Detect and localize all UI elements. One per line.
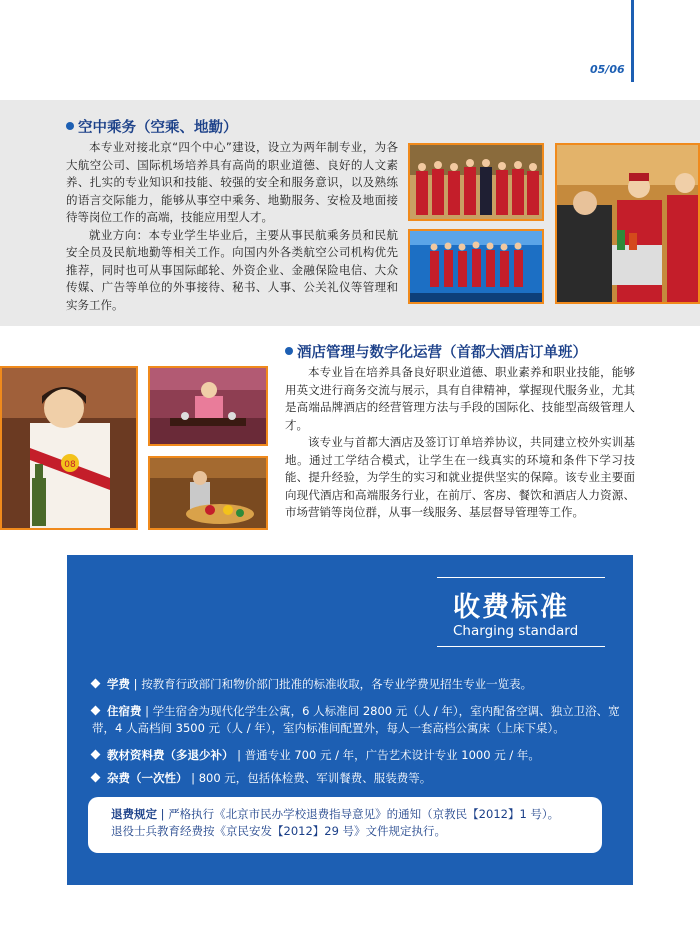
fee-item-text: 按教育行政部门和物价部门批准的标准收取，各专业学费见招生专业一览表。: [141, 677, 533, 691]
badge-number: 08: [64, 460, 76, 470]
fee-item-accommodation: 住宿费 | 学生宿舍为现代化学生公寓，6 人标准间 2800 元（人 / 年），室内配备空调、独立卫浴、宽带，4 人高档间 3500 元（人 / 年），室内标准间配置外，每人一套高档公寓床（上床下桌）。: [92, 704, 620, 735]
diamond-bullet-icon: [91, 679, 101, 689]
section-aviation-title: 空中乘务（空乘、地勤）: [78, 120, 238, 136]
bullet-dot-icon: [66, 122, 74, 130]
hotel-paragraph-2: 该专业与首都大酒店及签订订单培养协议，共同建立校外实训基地。通过工学结合模式，让学生在一线真实的环境和条件下学习技能、提升经验，为学生的实习和就业提供坚实的保障。该专业主要面向现代酒店和高端服务行业，在前厅、客房、餐饮和酒店人力资源、市场营销等岗位群，从事一线服务、基层督导管理等工作。: [285, 435, 635, 519]
refund-notice: 退费规定 | 严格执行《北京市民办学校退费指导意见》的通知（京教民【2012】1 号）。 退役士兵教育经费按《京民安发【2012】29 号》文件规定执行。: [111, 807, 560, 838]
photo-flight-attendants-group: [408, 143, 544, 221]
fee-item-label: 教材资料费（多退少补）: [107, 748, 234, 762]
section-hotel-heading: [285, 341, 587, 362]
refund-label: 退费规定: [111, 807, 157, 821]
aviation-paragraph-2: 就业方向：本专业学生毕业后，主要从事民航乘务员和民航安全员及民航地勤等相关工作。向国内外各类航空公司机构优先推荐，同时也可从事国际邮轮、外资企业、金融保险电信、大众传媒、广告等单位的外事接待、秘书、人事、公关礼仪等管理和实务工作。: [66, 227, 398, 312]
bullet-dot-icon: [285, 347, 293, 355]
refund-text: 严格执行《北京市民办学校退费指导意见》的通知（京教民【2012】1 号）。: [168, 807, 560, 821]
photo-wine-service: [0, 366, 138, 530]
fee-item-materials: 教材资料费（多退少补） | 普通专业 700 元 / 年，广告艺术设计专业 1000 元 / 年。: [92, 747, 622, 764]
fee-item-label: 住宿费: [107, 704, 142, 718]
fee-subtitle: Charging standard: [453, 623, 579, 639]
fee-item-label: 学费: [107, 677, 130, 691]
aviation-paragraph-1: 本专业对接北京“四个中心”建设，设立为两年制专业，为各大航空公司、国际机场培养具有高尚的职业道德、良好的人文素养、扎实的专业知识和技能、较强的安全和服务意识，以及熟练的语言交际能力，能够从事空中乘务、地勤服务、安检及地面接待等岗位工作的高端，技能应用型人才。: [66, 140, 398, 224]
section-hotel-title: 酒店管理与数字化运营（首都大酒店订单班）: [297, 345, 587, 361]
diamond-bullet-icon: [91, 706, 101, 716]
fee-item-tuition: 学费 | 按教育行政部门和物价部门批准的标准收取，各专业学费见招生专业一览表。: [92, 676, 622, 693]
section-aviation-body: [66, 139, 398, 314]
photo-food-carving: [148, 456, 268, 530]
photo-attendants-stage: [408, 229, 544, 304]
fee-item-text: 普通专业 700 元 / 年，广告艺术设计专业 1000 元 / 年。: [244, 748, 540, 762]
fee-item-misc: 杂费（一次性） | 800 元，包括体检费、军训餐费、服装费等。: [92, 770, 622, 787]
fee-item-text: 学生宿舍为现代化学生公寓，6 人标准间 2800 元（人 / 年），室内配备空调、独立卫浴、宽带，4 人高档间 3500 元（人 / 年），室内标准间配置外，每人一套高档公寓床（上床下桌）。: [92, 704, 620, 735]
fee-title-divider-top: [437, 577, 605, 578]
photo-tea-ceremony: [148, 366, 268, 446]
diamond-bullet-icon: [91, 750, 101, 760]
page-number: 05/06: [590, 63, 625, 76]
fee-item-text: 800 元，包括体检费、军训餐费、服装费等。: [198, 771, 432, 785]
fee-title: 收费标准: [453, 592, 569, 623]
photo-cabin-service: [555, 143, 700, 304]
refund-text-veterans: 退役士兵教育经费按《京民安发【2012】29 号》文件规定执行。: [111, 824, 447, 838]
diamond-bullet-icon: [91, 773, 101, 783]
fee-title-divider-bottom: [437, 646, 605, 647]
hotel-paragraph-1: 本专业旨在培养具备良好职业道德、职业素养和职业技能，能够用英文进行商务交流与展示，具有自律精神，掌握现代服务业，尤其是高端品牌酒店的经营管理方法与手段的国际化、技能型高级管理人才。: [285, 365, 635, 432]
section-hotel-body: [285, 364, 635, 522]
fee-item-label: 杂费（一次性）: [107, 771, 188, 785]
section-aviation-heading: [66, 116, 238, 137]
